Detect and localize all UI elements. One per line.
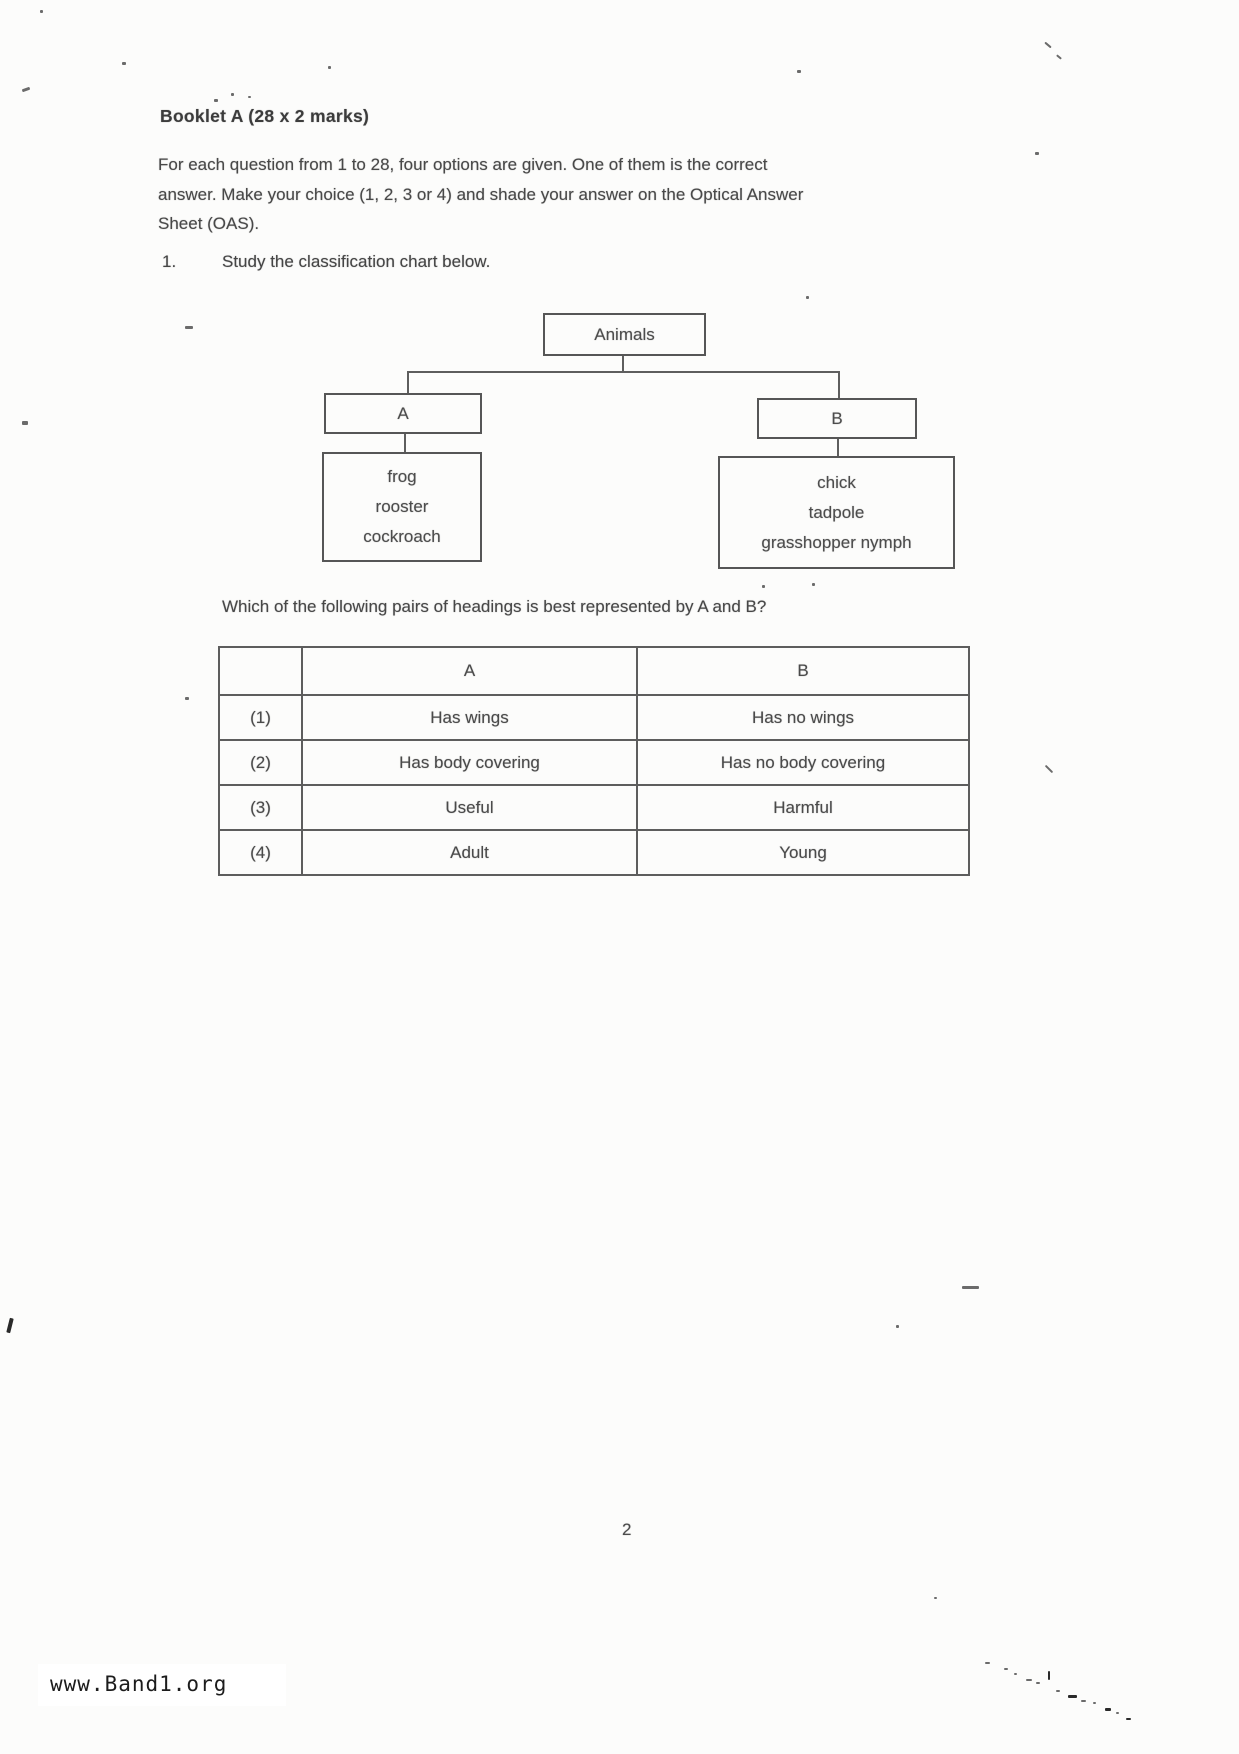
connector-root-down — [622, 356, 624, 372]
option-number: (3) — [219, 785, 302, 830]
scan-speck — [1004, 1668, 1008, 1670]
scan-speck — [1093, 1702, 1096, 1704]
scan-speck — [1116, 1712, 1119, 1714]
option-a-value: Has wings — [302, 695, 637, 740]
connector-horizontal — [407, 371, 840, 373]
instructions-paragraph — [158, 150, 1008, 239]
chart-item: grasshopper nymph — [761, 532, 912, 552]
scan-speck — [1126, 1718, 1131, 1720]
scan-speck — [22, 421, 28, 425]
chart-item: chick — [817, 472, 856, 492]
option-number: (1) — [219, 695, 302, 740]
option-b-value: Harmful — [637, 785, 969, 830]
scan-speck — [762, 585, 765, 588]
question-1-prompt: Study the classification chart below. — [222, 252, 491, 271]
option-number: (2) — [219, 740, 302, 785]
option-number: (4) — [219, 830, 302, 875]
scan-speck — [962, 1286, 979, 1289]
chart-items-a — [322, 452, 482, 562]
connector-a-items — [404, 434, 406, 452]
table-header-row — [219, 647, 969, 695]
scan-speck — [1044, 42, 1051, 49]
option-a-value: Adult — [302, 830, 637, 875]
scan-speck — [1081, 1700, 1086, 1702]
connector-to-b — [838, 371, 840, 399]
question-1-sub-prompt: Which of the following pairs of headings is best represented by A and B? — [222, 597, 767, 616]
scan-speck — [248, 96, 251, 98]
option-b-value: Young — [637, 830, 969, 875]
scan-speck — [1048, 1671, 1050, 1680]
table-row — [219, 695, 969, 740]
instructions-line-3: Sheet (OAS). — [158, 214, 260, 233]
scan-speck — [1105, 1708, 1111, 1711]
scan-speck — [122, 62, 126, 65]
chart-item: tadpole — [808, 502, 865, 522]
option-a-value: Has body covering — [302, 740, 637, 785]
scan-speck — [231, 93, 234, 96]
scan-speck — [214, 99, 218, 102]
table-header-a: A — [302, 647, 637, 695]
chart-item: rooster — [375, 497, 429, 516]
scan-speck — [934, 1597, 937, 1599]
chart-node-a: A — [324, 393, 482, 434]
scan-speck — [985, 1662, 990, 1664]
scan-speck — [1014, 1673, 1017, 1675]
option-a-value: Useful — [302, 785, 637, 830]
scan-speck — [328, 66, 331, 69]
options-table — [218, 646, 970, 876]
scan-speck — [185, 697, 189, 700]
scan-speck — [806, 296, 809, 299]
table-row — [219, 830, 969, 875]
option-b-value: Has no body covering — [637, 740, 969, 785]
scan-speck — [185, 326, 193, 329]
option-b-value: Has no wings — [637, 695, 969, 740]
chart-items-b — [718, 456, 955, 569]
chart-item: cockroach — [363, 527, 441, 546]
table-row — [219, 785, 969, 830]
scan-speck — [1036, 1682, 1040, 1684]
scan-speck — [22, 87, 31, 93]
chart-root-node: Animals — [543, 313, 706, 356]
chart-node-b: B — [757, 398, 917, 439]
scan-speck — [896, 1325, 899, 1328]
scan-speck — [1056, 1690, 1060, 1692]
instructions-line-2: answer. Make your choice (1, 2, 3 or 4) and shade your answer on the Optical Answer — [158, 184, 804, 204]
question-1-number: 1. — [162, 252, 177, 271]
chart-item: frog — [387, 467, 417, 486]
booklet-title: Booklet A (28 x 2 marks) — [160, 106, 370, 126]
scan-speck — [812, 583, 815, 586]
table-row — [219, 740, 969, 785]
scan-speck — [1056, 54, 1062, 59]
scan-speck — [1068, 1695, 1077, 1698]
scan-speck — [797, 70, 801, 73]
connector-to-a — [407, 371, 409, 394]
pen-mark — [6, 1318, 14, 1334]
scan-speck — [1035, 152, 1039, 155]
connector-b-items — [837, 439, 839, 456]
scan-speck — [1045, 765, 1053, 773]
scan-speck — [40, 10, 43, 13]
table-header-b: B — [637, 647, 969, 695]
watermark-url: www.Band1.org — [50, 1672, 228, 1696]
table-header-blank — [219, 647, 302, 695]
page-number: 2 — [622, 1520, 632, 1539]
instructions-line-1: For each question from 1 to 28, four options are given. One of them is the correct — [158, 155, 768, 174]
scan-speck — [1026, 1679, 1032, 1681]
